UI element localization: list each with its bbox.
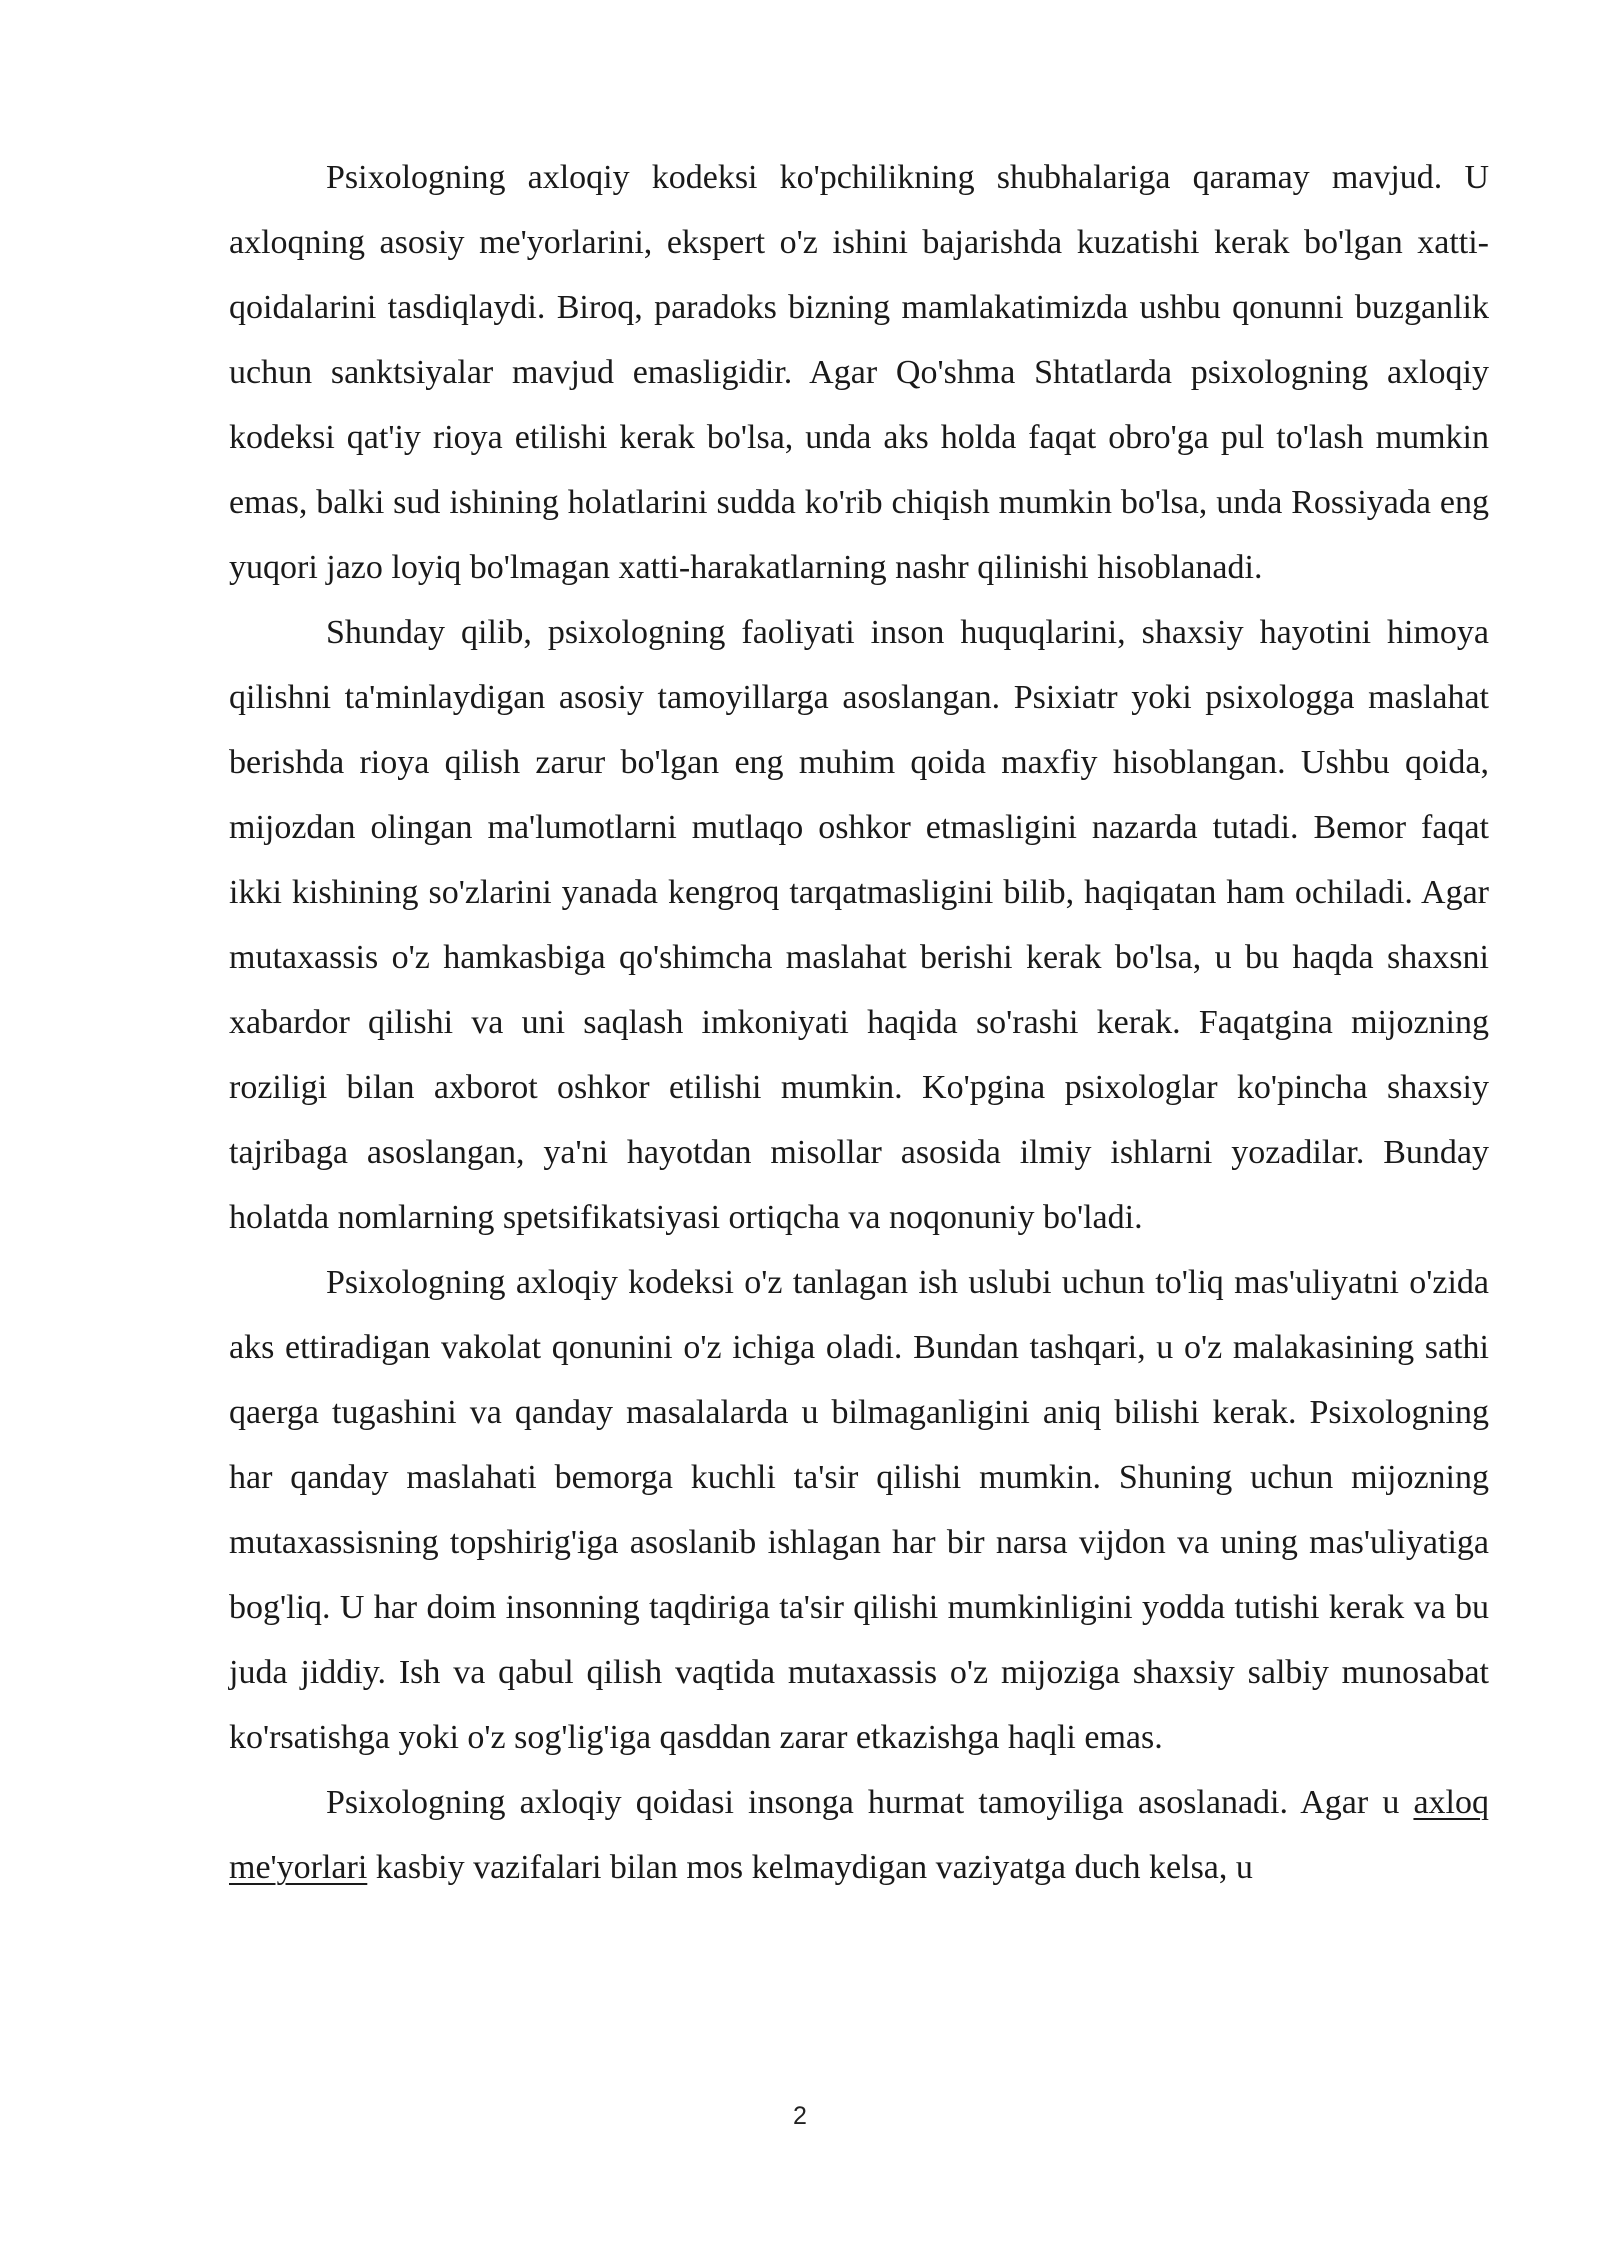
paragraph-4-text-end: kasbiy vazifalari bilan mos kelmaydigan vaziyatga duch kelsa, u bbox=[367, 1849, 1253, 1886]
paragraph-4-text-start: Psixologning axloqiy qoidasi insonga hurmat tamoyiliga asoslanadi. Agar u bbox=[326, 1784, 1414, 1821]
ethics-norms-link[interactable]: axloq me'yorlari bbox=[229, 1784, 1489, 1886]
document-body bbox=[229, 145, 1489, 1900]
paragraph-4 bbox=[229, 1770, 1489, 1900]
paragraph-3: Psixologning axloqiy kodeksi o'z tanlagan ish uslubi uchun to'liq mas'uliyatni o'zida aks ettiradigan vakolat qonunini o'z ichiga oladi. Bundan tashqari, u o'z malakasining sathi qaerga tugashini va qanday masalalarda u bilmaganligini aniq bilishi kerak. Psixologning har qanday maslahati bemorga kuchli ta'sir qilishi mumkin. Shuning uchun mijozning mutaxassisning topshirig'iga asoslanib ishlagan har bir narsa vijdon va uning mas'uliyatiga bog'liq. U har doim insonning taqdiriga ta'sir qilishi mumkinligini yodda tutishi kerak va bu juda jiddiy. Ish va qabul qilish vaqtida mutaxassis o'z mijoziga shaxsiy salbiy munosabat ko'rsatishga yoki o'z sog'lig'iga qasddan zarar etkazishga haqli emas. bbox=[229, 1264, 1489, 1756]
page-number: 2 bbox=[793, 2102, 807, 2130]
paragraph-2: Shunday qilib, psixologning faoliyati inson huquqlarini, shaxsiy hayotini himoya qilishni ta'minlaydigan asosiy tamoyillarga asoslangan. Psixiatr yoki psixologga maslahat berishda rioya qilish zarur bo'lgan eng muhim qoida maxfiy hisoblangan. Ushbu qoida, mijozdan olingan ma'lumotlarni mutlaqo oshkor etmasligini nazarda tutadi. Bemor faqat ikki kishining so'zlarini yanada kengroq tarqatmasligini bilib, haqiqatan ham ochiladi. Agar mutaxassis o'z hamkasbiga qo'shimcha maslahat berishi kerak bo'lsa, u bu haqda shaxsni xabardor qilishi va uni saqlash imkoniyati haqida so'rashi kerak. Faqatgina mijozning roziligi bilan axborot oshkor etilishi mumkin. Ko'pgina psixologlar ko'pincha shaxsiy tajribaga asoslangan, ya'ni hayotdan misollar asosida ilmiy ishlarni yozadilar. Bunday holatda nomlarning spetsifikatsiyasi ortiqcha va noqonuniy bo'ladi. bbox=[229, 614, 1489, 1236]
paragraph-1: Psixologning axloqiy kodeksi ko'pchilikning shubhalariga qaramay mavjud. U axloqning asosiy me'yorlarini, ekspert o'z ishini bajarishda kuzatishi kerak bo'lgan xatti-qoidalarini tasdiqlaydi. Biroq, paradoks bizning mamlakatimizda ushbu qonunni buzganlik uchun sanktsiyalar mavjud emasligidir. Agar Qo'shma Shtatlarda psixologning axloqiy kodeksi qat'iy rioya etilishi kerak bo'lsa, unda aks holda faqat obro'ga pul to'lash mumkin emas, balki sud ishining holatlarini sudda ko'rib chiqish mumkin bo'lsa, unda Rossiyada eng yuqori jazo loyiq bo'lmagan xatti-harakatlarning nashr qilinishi hisoblanadi. bbox=[229, 159, 1489, 586]
